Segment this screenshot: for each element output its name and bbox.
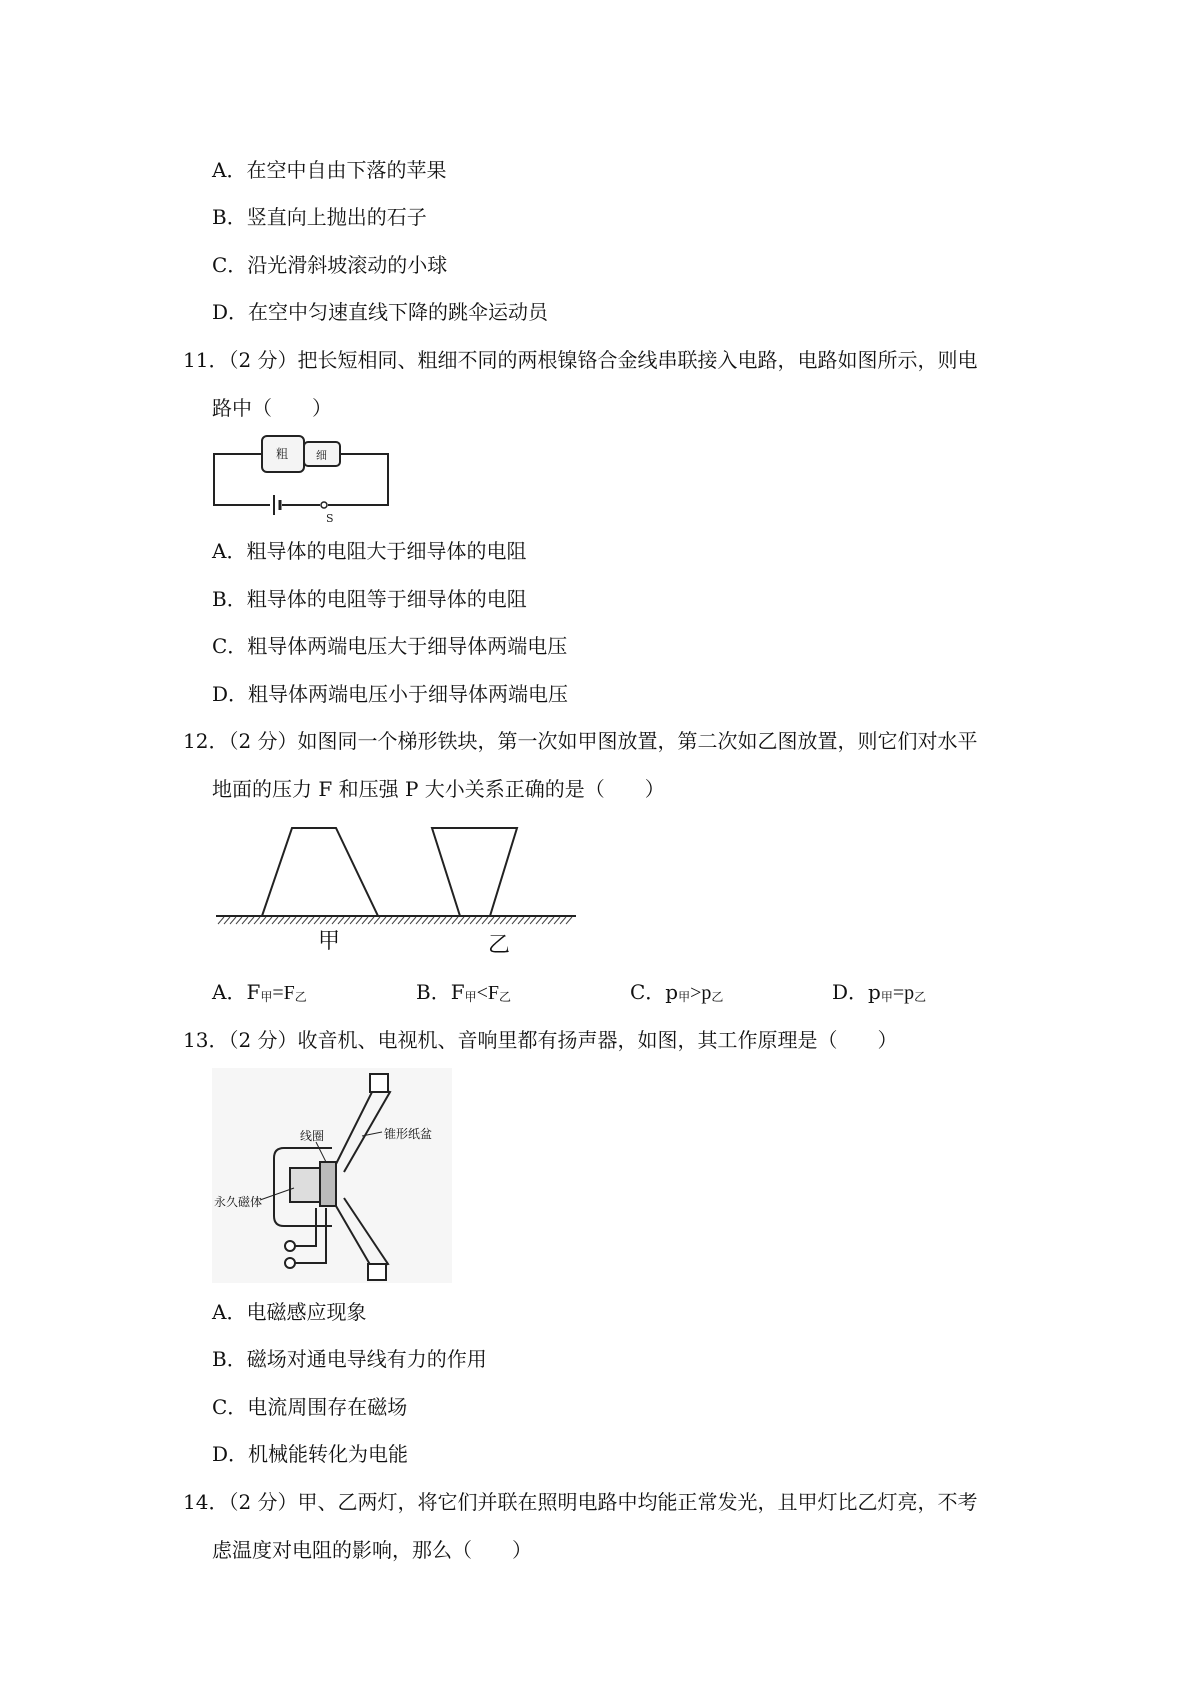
q11-stem-line2: 路中（ ） bbox=[212, 396, 332, 420]
q12-option-c: C．$p_甲>p_乙$ bbox=[630, 980, 724, 1004]
q10-option-a: A．在空中自由下落的苹果 bbox=[212, 158, 447, 182]
q13-speaker-figure bbox=[212, 1068, 452, 1283]
q12-option-d: D．$p_甲=p_乙$ bbox=[832, 980, 927, 1004]
q11-circuit-figure bbox=[210, 430, 395, 525]
q14-stem-line2: 虑温度对电阻的影响，那么（ ） bbox=[212, 1538, 532, 1562]
thin-label: 细 bbox=[316, 449, 327, 462]
q13-option-c: C．电流周围存在磁场 bbox=[212, 1395, 408, 1419]
cone-label: 锥形纸盆 bbox=[384, 1127, 433, 1141]
q12-stem-line2: 地面的压力 F 和压强 P 大小关系正确的是（ ） bbox=[212, 777, 665, 801]
trapezoid-jia bbox=[262, 828, 378, 916]
q12-option-b: B．$F_甲<F_乙$ bbox=[416, 980, 512, 1004]
q13-option-a: A．电磁感应现象 bbox=[212, 1300, 367, 1324]
q12-trapezoid-figure bbox=[212, 820, 582, 960]
q12-stem-line1: 12．（2 分）如图同一个梯形铁块，第一次如甲图放置，第二次如乙图放置，则它们对水平 bbox=[183, 729, 978, 753]
q11-option-b: B．粗导体的电阻等于细导体的电阻 bbox=[212, 587, 527, 611]
coil-label: 线圈 bbox=[300, 1129, 325, 1143]
q13-option-b: B．磁场对通电导线有力的作用 bbox=[212, 1347, 487, 1371]
q10-option-c: C．沿光滑斜坡滚动的小球 bbox=[212, 253, 448, 277]
switch-label: S bbox=[326, 512, 334, 525]
q10-option-d: D．在空中匀速直线下降的跳伞运动员 bbox=[212, 300, 549, 324]
thick-label: 粗 bbox=[276, 447, 289, 461]
q13-option-d: D．机械能转化为电能 bbox=[212, 1442, 409, 1466]
q12-option-a: A．$F_甲=F_乙$ bbox=[212, 980, 307, 1004]
q14-stem-line1: 14．（2 分）甲、乙两灯，将它们并联在照明电路中均能正常发光，且甲灯比乙灯亮，不考 bbox=[183, 1490, 978, 1514]
q10-option-b: B．竖直向上抛出的石子 bbox=[212, 205, 427, 229]
trapezoid-yi bbox=[432, 828, 517, 916]
label-yi: 乙 bbox=[488, 933, 511, 958]
q11-option-d: D．粗导体两端电压小于细导体两端电压 bbox=[212, 682, 569, 706]
q11-option-c: C．粗导体两端电压大于细导体两端电压 bbox=[212, 634, 568, 658]
q11-stem-line1: 11．（2 分）把长短相同、粗细不同的两根镍铬合金线串联接入电路，电路如图所示，则电 bbox=[183, 348, 978, 372]
label-jia: 甲 bbox=[318, 929, 341, 954]
q13-stem-line1: 13．（2 分）收音机、电视机、音响里都有扬声器，如图，其工作原理是（ ） bbox=[183, 1028, 898, 1052]
magnet-label: 永久磁体 bbox=[214, 1195, 263, 1209]
q11-option-a: A．粗导体的电阻大于细导体的电阻 bbox=[212, 539, 527, 563]
